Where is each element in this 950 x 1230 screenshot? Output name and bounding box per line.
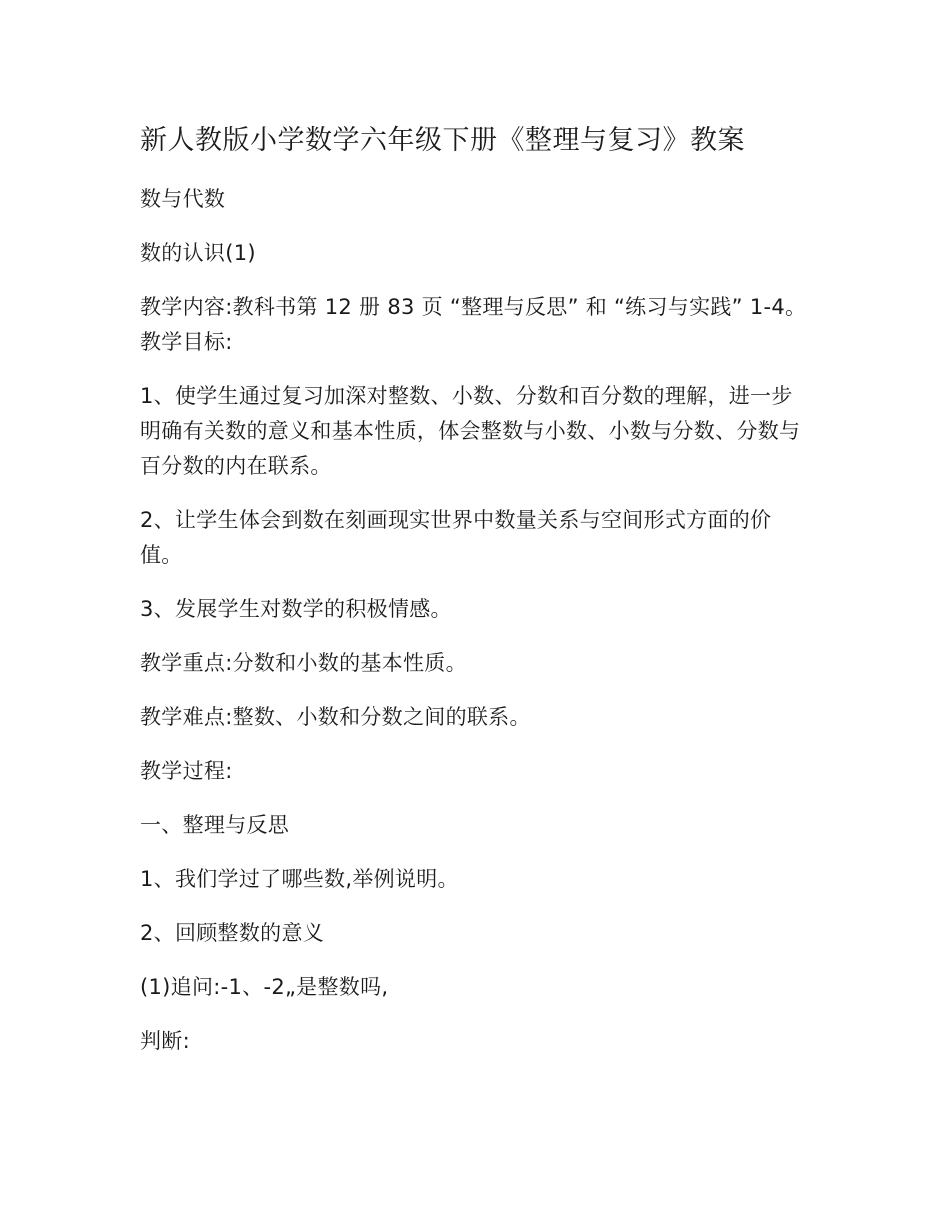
subsection-heading: 数的认识(1) (140, 241, 256, 265)
teaching-difficulty: 教学难点:整数、小数和分数之间的联系。 (140, 705, 531, 729)
document-title: 新人教版小学数学六年级下册《整理与复习》教案 (140, 125, 745, 156)
document-page (140, 122, 812, 1078)
objective-3: 3、发展学生对数学的积极情感。 (140, 597, 452, 621)
objective-1: 1、使学生通过复习加深对整数、小数、分数和百分数的理解，进一步明确有关数的意义和基本性质，体会整数与小数、小数与分数、分数与百分数的内在联系。 (140, 384, 801, 478)
objective-2: 2、让学生体会到数在刻画现实世界中数量关系与空间形式方面的价值。 (140, 508, 772, 567)
step-1-item-2: 2、回顾整数的意义 (140, 921, 325, 945)
teaching-focus: 教学重点:分数和小数的基本性质。 (140, 651, 467, 675)
step-1-item-1: 1、我们学过了哪些数,举例说明。 (140, 867, 459, 891)
teaching-content: 教学内容:教科书第 12 册 83 页 “整理与反思” 和 “练习与实践” 1-4。 教学目标: (140, 295, 807, 354)
question-1: (1)追问:-1、-2„是整数吗, (140, 975, 389, 999)
section-heading: 数与代数 (140, 187, 226, 211)
step-1-heading: 一、整理与反思 (140, 813, 290, 837)
judgement-label: 判断: (140, 1029, 190, 1053)
teaching-process-heading: 教学过程: (140, 759, 233, 783)
